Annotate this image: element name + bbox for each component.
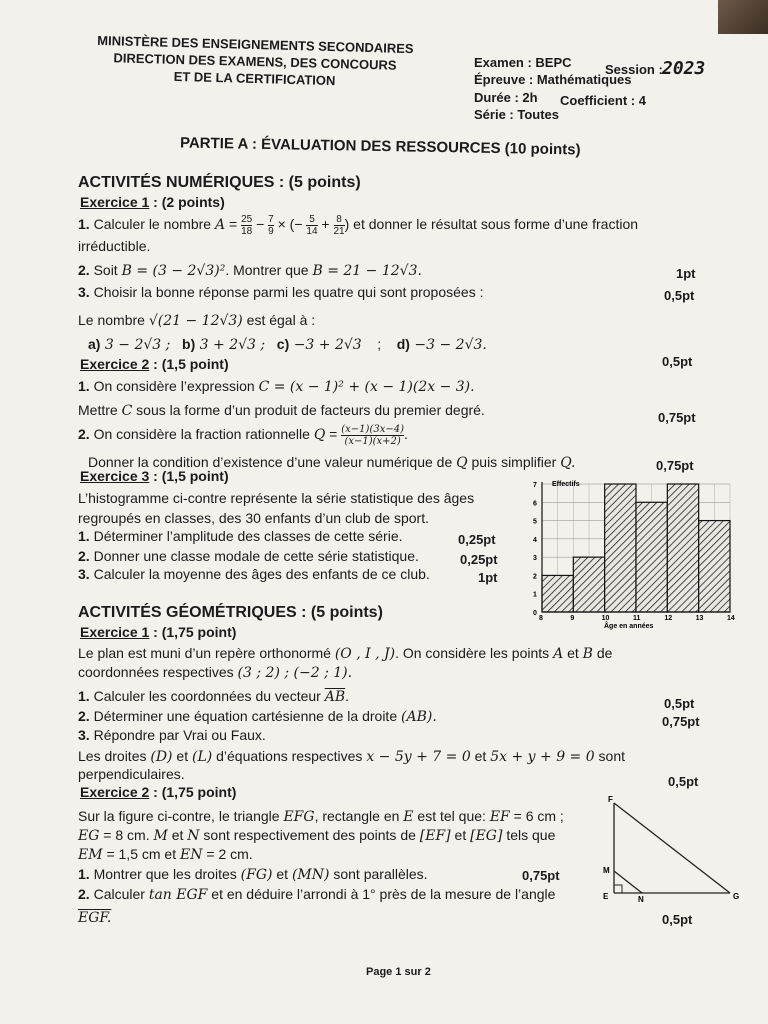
ex3-q2-points: 0,25pt	[460, 552, 498, 567]
ex3-title	[80, 468, 229, 484]
geo-ex1-q2	[78, 708, 437, 725]
geo-ex2-l2-e: tels que	[502, 827, 556, 843]
geo-ex2-l3-en: EN	[180, 847, 203, 863]
ex1-q2	[78, 262, 422, 279]
ex1-q1-num: 1.	[78, 216, 90, 233]
geo-ex2-q2-tan: tan EGF	[148, 887, 208, 903]
histogram-ylabel: Effectifs	[552, 481, 580, 488]
ex1-q1-times: × (−	[273, 216, 307, 233]
geo-ex2-q2-line2: EGF.	[78, 910, 112, 926]
ex2-q2-line2-var: Q	[456, 455, 468, 471]
geo-ex1-q2-line: (AB).	[401, 709, 437, 725]
frac3-den: 14	[306, 226, 318, 237]
geo-ex1-l1-c: et	[563, 645, 583, 661]
ex1-q3	[78, 284, 483, 300]
geo-ex1-title-rest: : (1,75 point)	[149, 624, 237, 640]
histogram-chart	[520, 476, 750, 636]
geo-ex2-l2-eg2: [EG]	[470, 828, 503, 844]
geo-ex2-l2-n: N	[187, 828, 200, 844]
ex2-q1-line2-b: sous la forme d’un produit de facteurs du premier degré.	[132, 402, 485, 418]
ex2-q1-expr: C = (x − 1)² + (x − 1)(2x − 3).	[258, 379, 475, 395]
geo-ex2-l2-eg: EG	[78, 828, 100, 844]
y-tick-label: 4	[533, 536, 537, 544]
duree-label: Durée : 2h	[474, 90, 538, 105]
ex2-q1-num: 1.	[78, 378, 90, 394]
geo-ex1-l6-eq1: x − 5y + 7 = 0	[366, 749, 471, 765]
label-f: F	[608, 795, 613, 804]
geo-ex2-q2-points: 0,5pt	[662, 912, 693, 927]
geo-ex1-l1-a: Le plan est muni d’un repère orthonormé	[78, 645, 335, 661]
frac1-num: 25	[241, 214, 253, 225]
x-tick-label: 8	[539, 615, 543, 622]
histogram-bar	[573, 557, 604, 612]
ex3-q1-text: Déterminer l’amplitude des classes de cette série.	[89, 528, 403, 544]
geo-ex1-l1-frame: (O , I , J)	[334, 646, 396, 662]
geo-ex2-q2-num: 2.	[78, 886, 90, 902]
geo-ex1-q3-text: Répondre par Vrai ou Faux.	[89, 727, 266, 743]
geo-ex2-l2-ef: [EF]	[419, 828, 451, 844]
geo-ex1-title	[80, 624, 236, 640]
geo-ex2-title-underlined: Exercice 2	[80, 784, 150, 800]
ex1-q1-line2: irréductible.	[78, 238, 151, 254]
geo-ex2-l1-b: , rectangle en	[314, 808, 404, 824]
geo-ex1-l1-d: de	[592, 645, 613, 661]
geo-ex2-q1-c: sont parallèles.	[329, 866, 428, 882]
geo-ex2-l3-em: EM	[78, 847, 103, 863]
ex2-q2-text: On considère la fraction rationnelle	[89, 426, 314, 443]
ex1-q2-expr2: B = 21 − 12√3.	[312, 263, 422, 279]
ministry-line-3: ET DE LA CERTIFICATION	[173, 68, 336, 89]
geo-ex1-l6-b: et	[172, 748, 192, 764]
ex2-q2-line2-a: Donner la condition d’existence d’une valeur numérique de	[88, 454, 457, 470]
option-b: 3 + 2√3 ;	[195, 337, 266, 353]
label-e: E	[603, 892, 609, 901]
ex3-q2	[78, 548, 419, 564]
ex2-title-underlined: Exercice 2	[80, 356, 150, 372]
page-footer: Page 1 sur 2	[366, 966, 431, 978]
frac4-num: 8	[334, 214, 345, 226]
y-tick-label: 2	[533, 573, 537, 581]
histogram-bar	[605, 484, 636, 612]
ministry-line-1: MINISTÈRE DES ENSEIGNEMENTS SECONDAIRES	[97, 32, 414, 57]
ex1-q1-plus: +	[317, 216, 334, 233]
x-tick-label: 11	[633, 615, 641, 622]
geo-ex2-l2-b: et	[167, 827, 188, 843]
geo-ex2-title	[80, 784, 236, 800]
ex3-q3-points: 1pt	[478, 570, 498, 585]
geo-ex1-q2-points: 0,75pt	[662, 714, 700, 729]
geo-ex1-q2-num: 2.	[78, 708, 90, 724]
geo-ex1-title-underlined: Exercice 1	[80, 624, 150, 640]
option-c-label: c)	[276, 336, 290, 352]
ex1-title	[80, 194, 225, 210]
geo-ex2-q2-b: et en déduire l’arrondi à 1° près de la mesure de l’angle	[207, 886, 556, 902]
ex2-q1	[78, 378, 475, 395]
y-tick-label: 0	[533, 610, 537, 617]
x-tick-label: 13	[695, 615, 704, 622]
session-label: Session :	[605, 62, 663, 77]
geo-ex2-l2-d: et	[450, 827, 471, 843]
numeric-activities-title: ACTIVITÉS NUMÉRIQUES : (5 points)	[78, 174, 361, 191]
ex2-q2-var: Q	[313, 427, 326, 444]
geo-ex1-q1-vector: $\overline{AB}$	[324, 689, 346, 705]
ex3-line1: L’histogramme ci-contre représente la série statistique des âges	[78, 490, 475, 506]
ex1-q1-var-a: A	[214, 217, 226, 234]
ex3-title-rest: : (1,5 point)	[149, 468, 229, 484]
ex1-title-underlined: Exercice 1	[80, 194, 150, 210]
ex3-q1	[78, 528, 403, 544]
ex2-q2-frac	[341, 424, 404, 447]
ex2-title-points: 0,5pt	[662, 354, 693, 369]
geo-ex1-l6-e: sont	[594, 748, 625, 764]
ex1-q1-frac4	[334, 214, 345, 237]
geo-ex2-l2-m: M	[153, 828, 168, 844]
geo-ex2-q1	[78, 866, 428, 883]
geo-ex1-q1-b: .	[345, 688, 350, 704]
geo-ex2-q1-points: 0,75pt	[522, 868, 560, 883]
geo-ex1-q1-points: 0,5pt	[664, 696, 695, 711]
ex2-q1-line2	[78, 402, 485, 419]
ex3-q3	[78, 566, 430, 582]
histogram-xlabel: Âge en années	[604, 623, 654, 630]
geometric-activities-title: ACTIVITÉS GÉOMÉTRIQUES : (5 points)	[78, 604, 383, 621]
ex1-q3-num: 3.	[78, 284, 90, 300]
histogram-bar	[542, 575, 573, 612]
geo-ex2-l3-b: = 2 cm.	[202, 846, 253, 862]
geo-ex1-line7: perpendiculaires.	[78, 766, 185, 782]
ministry-block	[79, 31, 430, 91]
ex3-q2-text: Donner une classe modale de cette série statistique.	[89, 548, 419, 564]
ex2-q2-points: 0,75pt	[656, 458, 694, 473]
photo-corner	[718, 0, 768, 34]
ex2-q2-line2-var2: Q.	[560, 455, 576, 471]
geo-ex1-l2-a: coordonnées respectives	[78, 664, 238, 680]
geo-ex1-q1-num: 1.	[78, 688, 90, 704]
ex1-q1-tail: et donner le résultat sous forme d’une fraction	[349, 216, 639, 233]
frac2-den: 9	[268, 226, 274, 237]
ex1-q2-num: 2.	[78, 262, 90, 278]
serie-label: Série : Toutes	[474, 107, 560, 122]
ex2-q1-text: On considère l’expression	[89, 378, 259, 394]
option-a-label: a)	[88, 336, 101, 352]
geo-ex2-q2-a: Calculer	[89, 886, 149, 902]
ex3-q1-points: 0,25pt	[458, 532, 496, 547]
geo-ex2-q2	[78, 886, 555, 903]
geo-ex1-line6	[78, 748, 625, 765]
ex2-title-rest: : (1,5 point)	[149, 356, 229, 372]
y-tick-label: 3	[533, 555, 537, 563]
geo-ex1-l1-b-pt: B	[582, 646, 593, 662]
q3-line2-expr: √(21 − 12√3)	[148, 313, 243, 329]
geo-ex2-l2-a: = 8 cm.	[99, 827, 154, 843]
ex1-q3-points: 0,5pt	[664, 288, 695, 303]
geo-ex1-l2-coords: (3 ; 2) ; (−2 ; 1).	[237, 665, 353, 681]
ex1-q1-text: Calculer le nombre	[89, 216, 215, 233]
geo-ex1-q1	[78, 688, 349, 705]
ex1-q1-minus: −	[252, 216, 269, 233]
geo-ex2-line2	[78, 827, 555, 844]
geo-ex2-l3-a: = 1,5 cm et	[102, 846, 180, 862]
geo-ex2-l1-d: = 6 cm ;	[509, 808, 564, 824]
geo-ex2-q1-mn: (MN)	[291, 867, 330, 883]
y-tick-label: 6	[533, 500, 537, 508]
geo-ex2-q1-a: Montrer que les droites	[89, 866, 241, 882]
frac3-num: 5	[306, 214, 317, 226]
geo-ex2-l1-e: E	[403, 809, 414, 825]
histogram-bar	[636, 502, 667, 612]
partie-a-title: PARTIE A : ÉVALUATION DES RESSOURCES (10 points)	[179, 134, 581, 159]
ex1-q1-close: )	[344, 216, 350, 233]
y-tick-label: 5	[533, 518, 537, 526]
ex2-q1-line2-a: Mettre	[78, 402, 122, 418]
ex1-q1	[78, 214, 638, 237]
ex2-q2	[78, 424, 408, 447]
frac1-den: 18	[241, 226, 253, 237]
y-tick-label: 1	[533, 591, 537, 599]
ex3-q1-num: 1.	[78, 528, 90, 544]
geo-ex1-line2	[78, 664, 352, 681]
ex3-q2-num: 2.	[78, 548, 90, 564]
segment-fg	[614, 803, 730, 893]
coefficient-label: Coefficient : 4	[560, 93, 646, 108]
geo-ex2-l1-c: est tel que:	[413, 808, 490, 824]
ex2-q2-frac-num: (x−1)(3x−4)	[341, 424, 404, 435]
option-b-label: b)	[182, 336, 196, 352]
q3-line2-b: est égal à :	[242, 312, 316, 328]
ministry-line-2: DIRECTION DES EXAMENS, DES CONCOURS	[113, 50, 397, 73]
ex2-q2-eq: =	[325, 426, 342, 443]
geo-ex1-q3-num: 3.	[78, 727, 90, 743]
geo-ex1-l1-a-pt: A	[553, 646, 564, 662]
x-tick-label: 9	[570, 615, 575, 622]
option-separator: ;	[373, 336, 382, 352]
right-angle-mark	[614, 885, 622, 893]
ex1-q1-eq: =	[225, 216, 242, 233]
geo-ex1-l6-and: et	[470, 748, 491, 764]
option-a: 3 − 2√3 ;	[100, 337, 171, 353]
ex2-q1-line2-var: C	[121, 403, 133, 419]
histogram-bars	[542, 484, 730, 612]
geo-ex1-l6-l: (L)	[192, 749, 213, 765]
ex1-q1-frac1	[241, 214, 252, 237]
ex1-q3-text: Choisir la bonne réponse parmi les quatre qui sont proposées :	[89, 284, 484, 300]
geo-ex2-q1-b: et	[272, 866, 292, 882]
geo-ex2-l1-a: Sur la figure ci-contre, le triangle	[78, 808, 284, 824]
geo-ex2-q1-num: 1.	[78, 866, 90, 882]
geo-ex1-line7-points: 0,5pt	[668, 774, 699, 789]
x-tick-label: 14	[727, 615, 735, 622]
ex1-q3-options	[88, 336, 487, 353]
geo-ex1-l6-eq2: 5x + y + 9 = 0	[490, 749, 595, 765]
histogram-bar	[699, 521, 730, 612]
geo-ex1-q2-a: Déterminer une équation cartésienne de la droite	[89, 708, 401, 724]
histogram-bar	[667, 484, 698, 612]
label-m: M	[603, 866, 610, 875]
label-g: G	[733, 892, 740, 901]
geo-ex2-q1-fg: (FG)	[240, 867, 273, 883]
ex1-q1-frac3	[306, 214, 317, 237]
geo-ex2-line3	[78, 846, 253, 863]
triangle-figure	[602, 795, 752, 905]
ex1-q2-text: Soit	[89, 262, 122, 278]
y-tick-label: 7	[533, 482, 537, 489]
ex2-q2-line2-b: puis simplifier	[467, 454, 561, 470]
option-d: −3 − 2√3.	[409, 337, 487, 353]
ex2-q2-num: 2.	[78, 426, 90, 443]
epreuve-label: Épreuve : Mathématiques	[474, 72, 632, 87]
exam-label: Examen : BEPC	[474, 55, 572, 70]
option-c: −3 + 2√3	[289, 337, 362, 353]
option-d-label: d)	[396, 336, 410, 352]
segment-mn	[614, 871, 642, 893]
geo-ex1-l6-a: Les droites	[78, 748, 151, 764]
frac4-den: 21	[333, 226, 345, 237]
q3-line2-a: Le nombre	[78, 312, 149, 328]
geo-ex1-q3	[78, 727, 266, 743]
geo-ex2-title-rest: : (1,75 point)	[149, 784, 237, 800]
ex1-q3-line2	[78, 312, 315, 329]
x-tick-label: 10	[601, 615, 610, 622]
label-n: N	[638, 895, 644, 904]
ex2-q1-points: 0,75pt	[658, 410, 696, 425]
ex1-title-rest: : (2 points)	[149, 194, 225, 210]
geo-ex1-q1-a: Calculer les coordonnées du vecteur	[89, 688, 325, 704]
ex1-q2-mid: . Montrer que	[225, 262, 313, 278]
ex3-q3-num: 3.	[78, 566, 90, 582]
x-tick-label: 12	[664, 615, 673, 622]
ex3-line2: regroupés en classes, des 30 enfants d’un club de sport.	[78, 510, 429, 526]
geo-ex2-line1	[78, 808, 564, 825]
ex2-q2-frac-den: (x−1)(x+2)	[344, 436, 401, 447]
geo-ex1-l6-d: (D)	[150, 749, 173, 765]
geo-ex1-l1-b: . On considère les points	[395, 645, 554, 661]
geo-ex1-line1	[78, 645, 612, 662]
geo-ex2-l1-efg: EFG	[283, 809, 315, 825]
geo-ex2-l2-c: sont respectivement des points de	[199, 827, 420, 843]
ex2-title	[80, 356, 229, 372]
ex1-q2-expr: B = (3 − 2√3)²	[121, 263, 226, 279]
geo-ex1-l6-c: d’équations respectives	[212, 748, 367, 764]
ex3-title-underlined: Exercice 3	[80, 468, 150, 484]
geo-ex2-l1-ef: EF	[489, 809, 510, 825]
ex2-q2-dot: .	[404, 426, 408, 443]
frac2-num: 7	[268, 214, 274, 225]
ex1-q2-points: 1pt	[676, 266, 696, 281]
ex3-q3-text: Calculer la moyenne des âges des enfants de ce club.	[89, 566, 430, 582]
session-year: 2023	[662, 58, 706, 79]
